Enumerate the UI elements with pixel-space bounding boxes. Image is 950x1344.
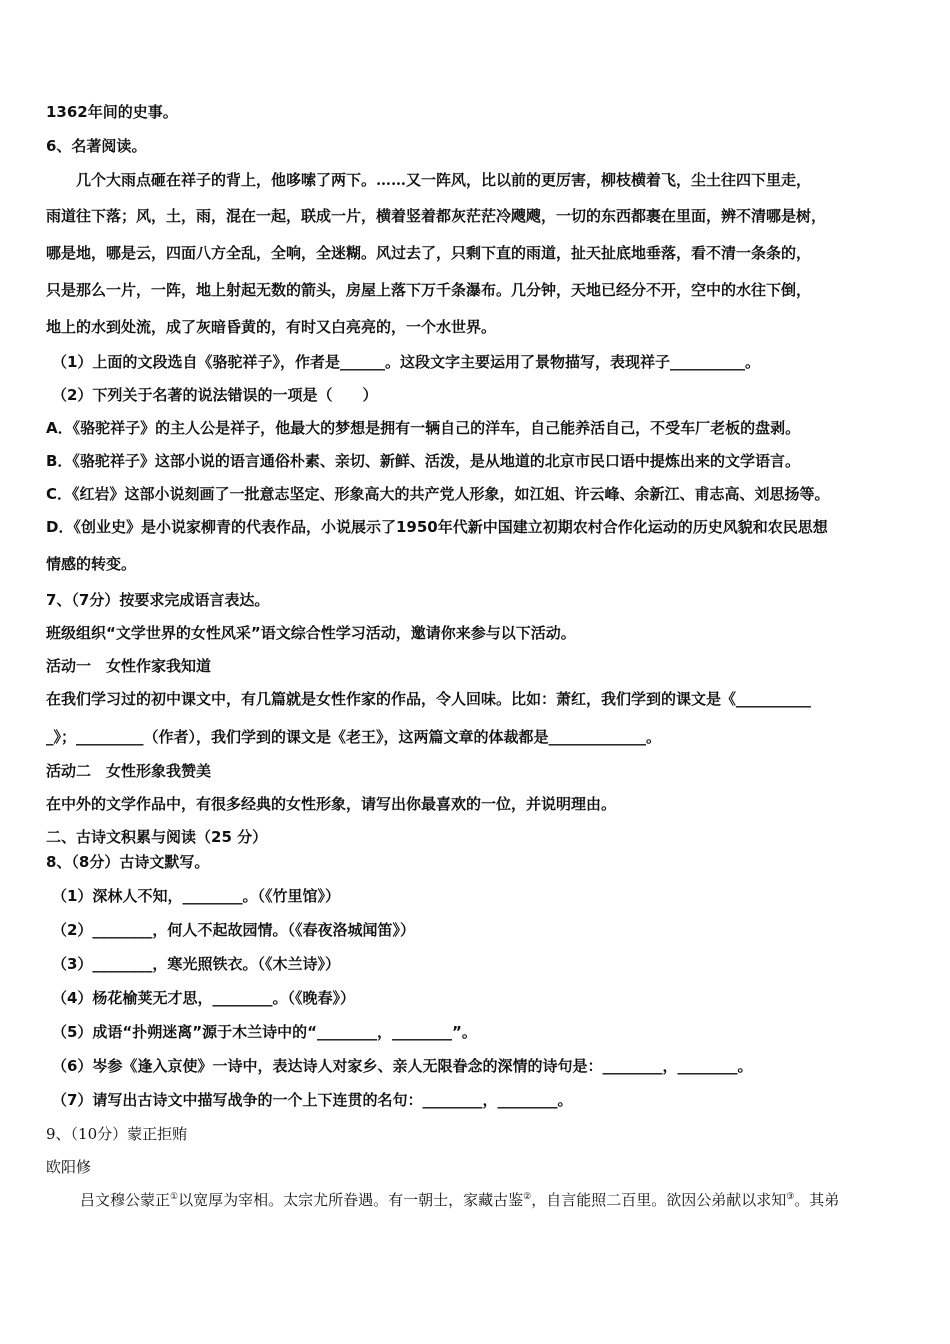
text-line: 班级组织“文学世界的女性风采”语文综合性学习活动，邀请你来参与以下活动。: [46, 624, 576, 642]
footnote-marker: ③: [786, 1192, 795, 1202]
footnote-marker: ①: [170, 1192, 179, 1202]
fill-blank-item: （1）深林人不知，________。（《竹里馆》）: [52, 887, 340, 905]
author-line: 欧阳修: [46, 1158, 92, 1176]
text-line: 在中外的文学作品中，有很多经典的女性形象，请写出你最喜欢的一位，并说明理由。: [46, 795, 617, 813]
classical-text-segment: 吕文穆公蒙正: [80, 1191, 171, 1209]
text-line: 1362年间的史事。: [46, 103, 178, 121]
passage-line: 几个大雨点砸在祥子的背上，他哆嗦了两下。……又一阵风，比以前的更厉害，柳枝横着飞，尘土往四下里走，: [76, 171, 812, 189]
question-heading: 6、名著阅读。: [46, 137, 147, 155]
section-heading: 二、古诗文积累与阅读（25 分）: [46, 828, 268, 846]
passage-line: 地上的水到处流，成了灰暗昏黄的，有时又白亮亮的，一个水世界。: [46, 318, 497, 336]
footnote-marker: ②: [523, 1192, 532, 1202]
passage-line: 只是那么一片，一阵，地上射起无数的箭头，房屋上落下万千条瀑布。几分钟，天地已经分不开，空中的水往下倒，: [46, 281, 812, 299]
classical-text-segment: 。其弟: [794, 1191, 840, 1209]
question-heading: 8、（8分）古诗文默写。: [46, 853, 210, 871]
fill-blank-item: （2）________，何人不起故园情。（《春夜洛城闻笛》）: [52, 921, 415, 939]
fill-blank-item: （3）________，寒光照铁衣。（《木兰诗》）: [52, 955, 340, 973]
fill-blank-item: （7）请写出古诗文中描写战争的一个上下连贯的名句：________，________。: [52, 1091, 573, 1109]
classical-text-line: [80, 1190, 839, 1210]
passage-line: 哪是地，哪是云，四面八方全乱，全响，全迷糊。风过去了，只剩下直的雨道，扯天扯底地垂落，看不清一条条的，: [46, 244, 812, 262]
option-d: D．《创业史》是小说家柳青的代表作品，小说展示了1950年代新中国建立初期农村合作化运动的历史风貌和农民思想: [46, 518, 828, 536]
fill-blank-item: （5）成语“扑朔迷离”源于木兰诗中的“________，________”。: [52, 1023, 477, 1041]
classical-text-segment: ，自言能照二百里。欲因公弟献以求知: [531, 1191, 787, 1209]
text-line: 在我们学习过的初中课文中，有几篇就是女性作家的作品，令人回味。比如：萧红，我们学到的课文是《__________: [46, 690, 812, 708]
option-a: A．《骆驼祥子》的主人公是祥子，他最大的梦想是拥有一辆自己的洋车，自己能养活自己，不受车厂老板的盘剥。: [46, 419, 801, 437]
fill-blank-item: （6）岑参《逢入京使》一诗中，表达诗人对家乡、亲人无限眷念的深情的诗句是：________，________。: [52, 1057, 753, 1075]
question-heading: 7、（7分）按要求完成语言表达。: [46, 591, 270, 609]
fill-blank-item: （4）杨花榆荚无才思，________。（《晚春》）: [52, 989, 355, 1007]
option-c: C．《红岩》这部小说刻画了一批意志坚定、形象高大的共产党人形象，如江姐、许云峰、余新江、甫志高、刘思扬等。: [46, 485, 830, 503]
sub-question: （2）下列关于名著的说法错误的一项是（ ）: [52, 386, 378, 404]
option-d-continued: 情感的转变。: [46, 555, 137, 573]
classical-text-segment: 以宽厚为宰相。太宗尤所眷遇。有一朝士，家藏古鉴: [178, 1191, 524, 1209]
activity-heading: 活动二 女性形象我赞美: [46, 762, 212, 780]
text-line: _》；_________（作者），我们学到的课文是《老王》，这两篇文章的体裁都是_____________。: [46, 728, 662, 746]
option-b: B．《骆驼祥子》这部小说的语言通俗朴素、亲切、新鲜、活泼，是从地道的北京市民口语中提炼出来的文学语言。: [46, 452, 800, 470]
question-heading: 9、（10分）蒙正拒贿: [46, 1125, 188, 1143]
sub-question: （1）上面的文段选自《骆驼祥子》，作者是______。这段文字主要运用了景物描写，表现祥子__________。: [52, 353, 760, 371]
passage-line: 雨道往下落；风，土，雨，混在一起，联成一片，横着竖着都灰茫茫冷飕飕，一切的东西都裹在里面，辨不清哪是树，: [46, 207, 827, 225]
activity-heading: 活动一 女性作家我知道: [46, 657, 212, 675]
